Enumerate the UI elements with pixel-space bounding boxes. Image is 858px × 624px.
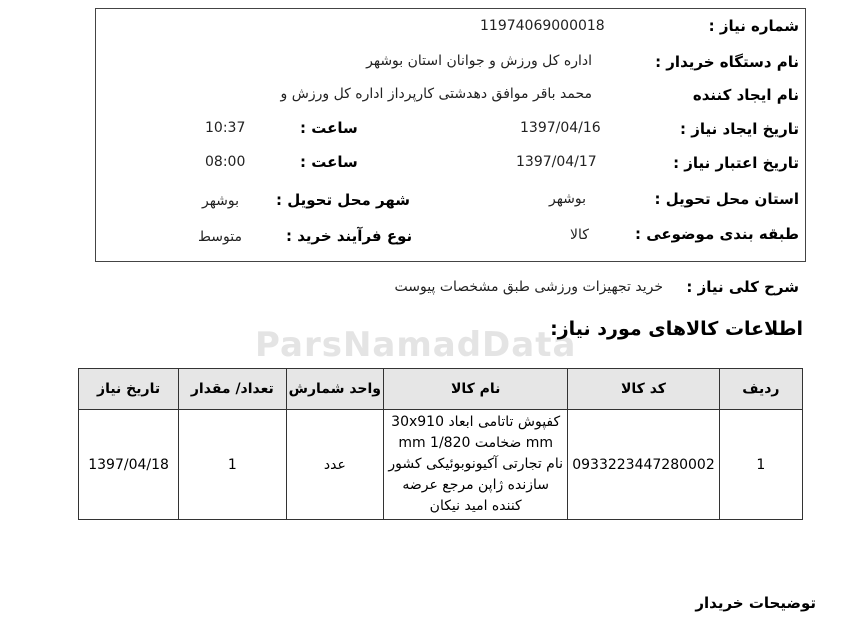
buyer-org-label: نام دستگاه خریدار : [655,53,799,71]
valid-date-value: 1397/04/17 [516,154,597,170]
summary-label: شرح کلی نیاز : [686,278,799,296]
valid-date-label: تاریخ اعتبار نیاز : [673,154,799,172]
col-header-date: تاریخ نیاز [79,369,179,410]
table-header-row [79,369,803,410]
created-date-label: تاریخ ایجاد نیاز : [680,120,799,138]
province-label: استان محل تحویل : [654,190,799,208]
need-number-value: 11974069000018 [480,18,605,34]
buyer-org-value: اداره کل ورزش و جوانان استان بوشهر [366,53,592,69]
need-info-box [95,8,806,262]
cell-name: کفپوش تاتامی ابعاد 30x910 mm ضخامت mm 1/820 نام تجارتی آکیونوبوئیکی کشور سازنده ژاپن مرجع عرضه کننده امید نیکان [384,410,568,520]
col-header-code: کد کالا [568,369,720,410]
buyer-notes-label: توضیحات خریدار [695,594,816,612]
watermark-text: ParsNamadData [255,325,577,365]
procedure-label: نوع فرآیند خرید : [286,227,413,245]
summary-text: خرید تجهیزات ورزشی طبق مشخصات پیوست [394,279,663,295]
need-number-label: شماره نیاز : [708,17,799,35]
col-header-row-number: ردیف [719,369,802,410]
created-date-value: 1397/04/16 [520,120,601,136]
table-row [79,410,803,520]
category-value: کالا [570,227,589,243]
valid-time-value: 08:00 [205,154,246,170]
col-header-name: نام کالا [384,369,568,410]
col-header-unit: واحد شمارش [286,369,384,410]
city-label: شهر محل تحویل : [276,191,411,209]
creator-label: نام ایجاد کننده [692,86,799,104]
cell-qty: 1 [179,410,286,520]
procedure-value: متوسط [198,229,242,245]
cell-row-number: 1 [719,410,802,520]
goods-section-title: اطلاعات کالاهای مورد نیاز: [550,318,803,340]
cell-code: 0933223447280002 [568,410,720,520]
created-time-label: ساعت : [300,119,358,137]
created-time-value: 10:37 [205,120,246,136]
city-value: بوشهر [202,193,240,209]
province-value: بوشهر [549,191,587,207]
category-label: طبقه بندی موضوعی : [635,225,799,243]
valid-time-label: ساعت : [300,153,358,171]
col-header-qty: تعداد/ مقدار [179,369,286,410]
goods-table [78,368,803,520]
cell-unit: عدد [286,410,384,520]
creator-value: محمد باقر موافق دهدشتی کارپرداز اداره کل ورزش و [280,86,592,102]
cell-date: 1397/04/18 [79,410,179,520]
